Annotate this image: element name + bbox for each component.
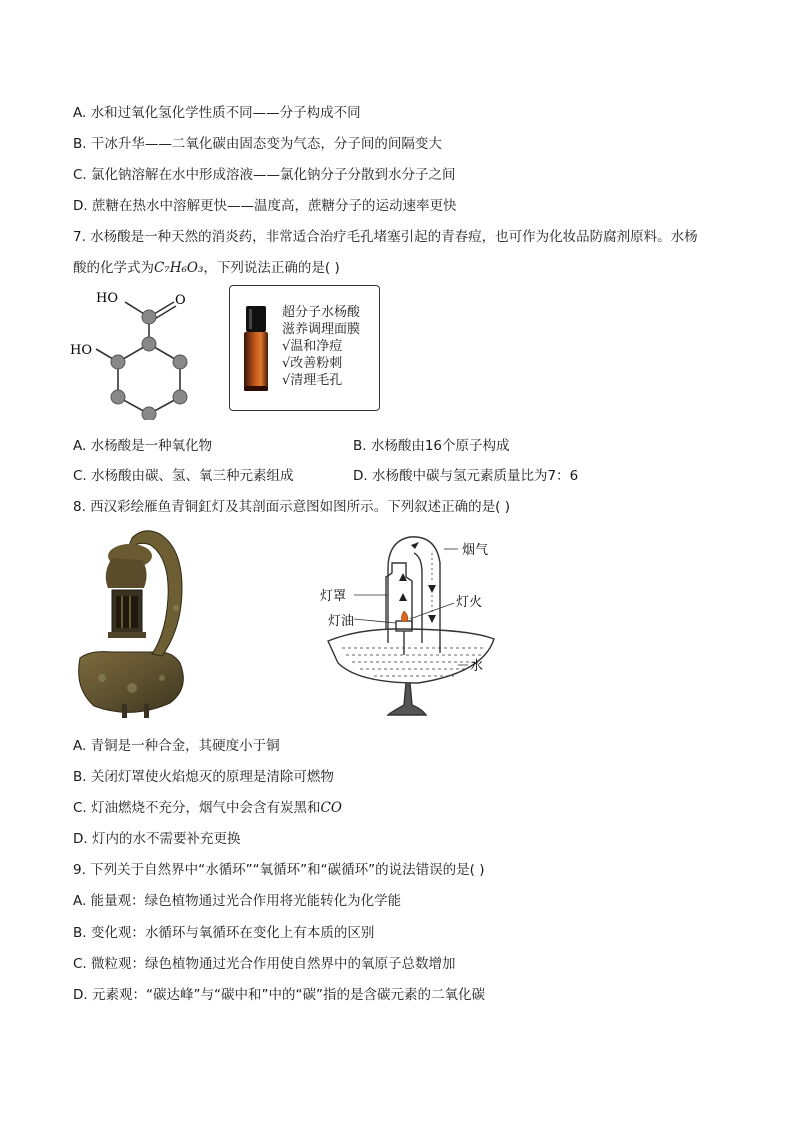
serum-bottle-icon [242,306,270,392]
product-line-3: √温和净痘 [282,339,343,354]
salicylic-acid-structure [70,285,200,420]
q6-option-b: B. 干冰升华——二氧化碳由固态变为气态，分子间的间隔变大 [73,136,442,152]
q6-option-d: D. 蔗糖在热水中溶解更快——温度高，蔗糖分子的运动速率更快 [73,198,457,214]
q7-stem-line1: 7. 水杨酸是一种天然的消炎药，非常适合治疗毛孔堵塞引起的青春痘，也可作为化妆品防腐剂原料。水杨 [73,229,698,245]
bronze-lamp-photo [72,528,197,720]
product-line-5: √清理毛孔 [282,373,343,388]
label-oil: 灯油 [328,614,355,629]
q6-option-a: A. 水和过氧化氢化学性质不同——分子构成不同 [73,105,361,121]
q8-option-c-formula: CO [320,800,342,816]
label-shade: 灯罩 [320,589,347,604]
label-flame: 灯火 [456,595,483,610]
label-water: 水 [470,659,484,674]
q8-option-c [73,799,342,817]
q8-option-a: A. 青铜是一种合金，其硬度小于铜 [73,738,280,754]
q7-stem-post: ，下列说法正确的是( ) [203,260,340,276]
q6-option-c: C. 氯化钠溶解在水中形成溶液——氯化钠分子分散到水分子之间 [73,167,456,183]
product-box [229,285,380,411]
q9-option-c: C. 微粒观：绿色植物通过光合作用使自然界中的氧原子总数增加 [73,956,456,972]
product-line-2: 滋养调理面膜 [282,322,361,337]
q8-option-c-text: C. 灯油燃烧不充分，烟气中会含有炭黑和 [73,800,321,816]
q8-option-d: D. 灯内的水不需要补充更换 [73,831,241,847]
q7-option-a: A. 水杨酸是一种氧化物 [73,438,213,454]
label-smoke: 烟气 [462,543,489,558]
q7-formula: C₇H₆O₃ [154,260,204,276]
product-line-1: 超分子水杨酸 [282,305,361,320]
q9-stem: 9. 下列关于自然界中“水循环”“氧循环”和“碳循环”的说法错误的是( ) [73,862,485,878]
q7-stem-pre: 酸的化学式为 [73,260,154,276]
q7-stem-line2 [73,259,340,277]
q8-option-b: B. 关闭灯罩使火焰熄灭的原理是清除可燃物 [73,769,334,785]
q7-option-d: D. 水杨酸中碳与氢元素质量比为7：6 [353,468,579,484]
lamp-cross-section-diagram [318,533,498,718]
q9-option-d: D. 元素观：“碳达峰”与“碳中和”中的“碳”指的是含碳元素的二氧化碳 [73,987,485,1003]
q7-option-b: B. 水杨酸由16个原子构成 [353,438,510,454]
label-o: O [175,293,186,308]
q7-option-c: C. 水杨酸由碳、氢、氧三种元素组成 [73,468,294,484]
label-ho-top: HO [96,291,118,306]
q9-option-a: A. 能量观：绿色植物通过光合作用将光能转化为化学能 [73,893,402,909]
product-line-4: √改善粉刺 [282,356,343,371]
q9-option-b: B. 变化观：水循环与氧循环在变化上有本质的区别 [73,925,375,941]
label-ho-left: HO [70,343,92,358]
q8-stem: 8. 西汉彩绘雁鱼青铜釭灯及其剖面示意图如图所示。下列叙述正确的是( ) [73,499,510,515]
